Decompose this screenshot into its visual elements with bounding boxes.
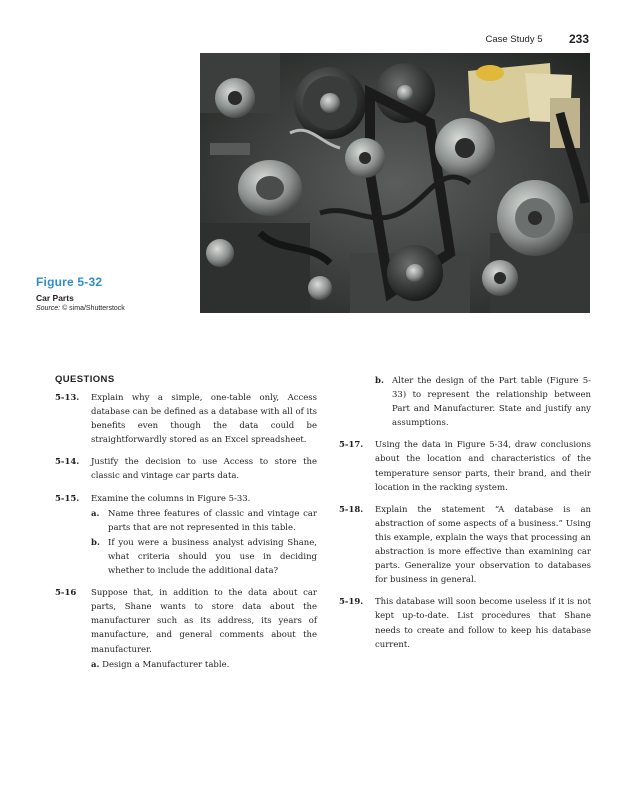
- page-number: 233: [568, 32, 589, 46]
- engine-photo-icon: [200, 53, 590, 313]
- question-text: Explain the statement “A database is an abstraction of some aspects of a business.” Using this example, explain the ways that processing an abstraction is more effective than examining car parts. Generalize your observation to databases for business in general.: [375, 504, 591, 586]
- figure-title: Car Parts: [36, 293, 74, 303]
- sub-question: [91, 536, 317, 578]
- question-5-17: [339, 438, 591, 494]
- figure-source-label: Source:: [36, 305, 61, 312]
- right-column: [339, 374, 591, 660]
- question-number: 5-13.: [55, 393, 80, 403]
- question-5-18: [339, 503, 591, 588]
- question-number: 5-17.: [339, 440, 364, 451]
- sub-question-label: b.: [375, 376, 384, 386]
- question-text: Suppose that, in addition to the data about car parts, Shane wants to store data about the manufacturer such as its address, its years of manufacture, and general comments about the manufacturer.: [91, 588, 317, 655]
- question-number: 5-15.: [55, 493, 80, 504]
- sub-question-label: a.: [91, 508, 100, 519]
- question-text: This database will soon become useless if it is not kept up-to-date. List procedures that Shane needs to create and follow to keep his database current.: [375, 597, 591, 650]
- question-5-14: [55, 455, 317, 483]
- questions-heading: QUESTIONS: [55, 374, 115, 385]
- figure-source-text: © sima/Shutterstock: [62, 305, 125, 312]
- question-5-19: [339, 595, 591, 651]
- question-5-16: [55, 586, 317, 672]
- sub-question-text: Alter the design of the Part table (Figure 5-33) to represent the relationship between Part and Manufacturer. State and justify any assumptions.: [392, 376, 591, 429]
- question-text: Explain why a simple, one-table only, Access database can be defined as a database with all of its benefits even though the data could be straightforwardly stored as an Excel spreadsheet.: [91, 393, 317, 446]
- chapter-label: Case Study 5: [485, 34, 543, 45]
- figure-number: Figure 5-32: [36, 275, 103, 289]
- running-header: [485, 30, 589, 48]
- question-5-15: [55, 492, 317, 579]
- sub-question-text: Design a Manufacturer table.: [102, 659, 230, 670]
- question-text: Using the data in Figure 5-34, draw conclusions about the location and characteristics of the temperature sensor parts, their brand, and their location in the racking system.: [375, 440, 591, 493]
- sub-question-text: If you were a business analyst advising Shane, what criteria should you use in deciding whether to include the additional data?: [108, 537, 317, 577]
- figure-caption: [36, 275, 125, 312]
- sub-question: [91, 507, 317, 535]
- sub-question-text: Name three features of classic and vintage car parts that are not represented in this table.: [108, 508, 317, 533]
- sub-question-continued: [339, 374, 591, 430]
- sub-question-label: a.: [91, 659, 100, 670]
- question-text: Justify the decision to use Access to store the classic and vintage car parts data.: [91, 457, 317, 482]
- question-text: Examine the columns in Figure 5-33.: [91, 493, 251, 504]
- left-column: [55, 391, 317, 680]
- question-5-13: [55, 391, 317, 447]
- question-number: 5-16: [55, 588, 77, 599]
- figure-source: [36, 305, 125, 312]
- sub-question-label: b.: [91, 537, 100, 548]
- question-number: 5-14.: [55, 457, 80, 468]
- question-number: 5-18.: [339, 504, 364, 515]
- sub-question: [91, 658, 317, 672]
- question-number: 5-19.: [339, 597, 364, 608]
